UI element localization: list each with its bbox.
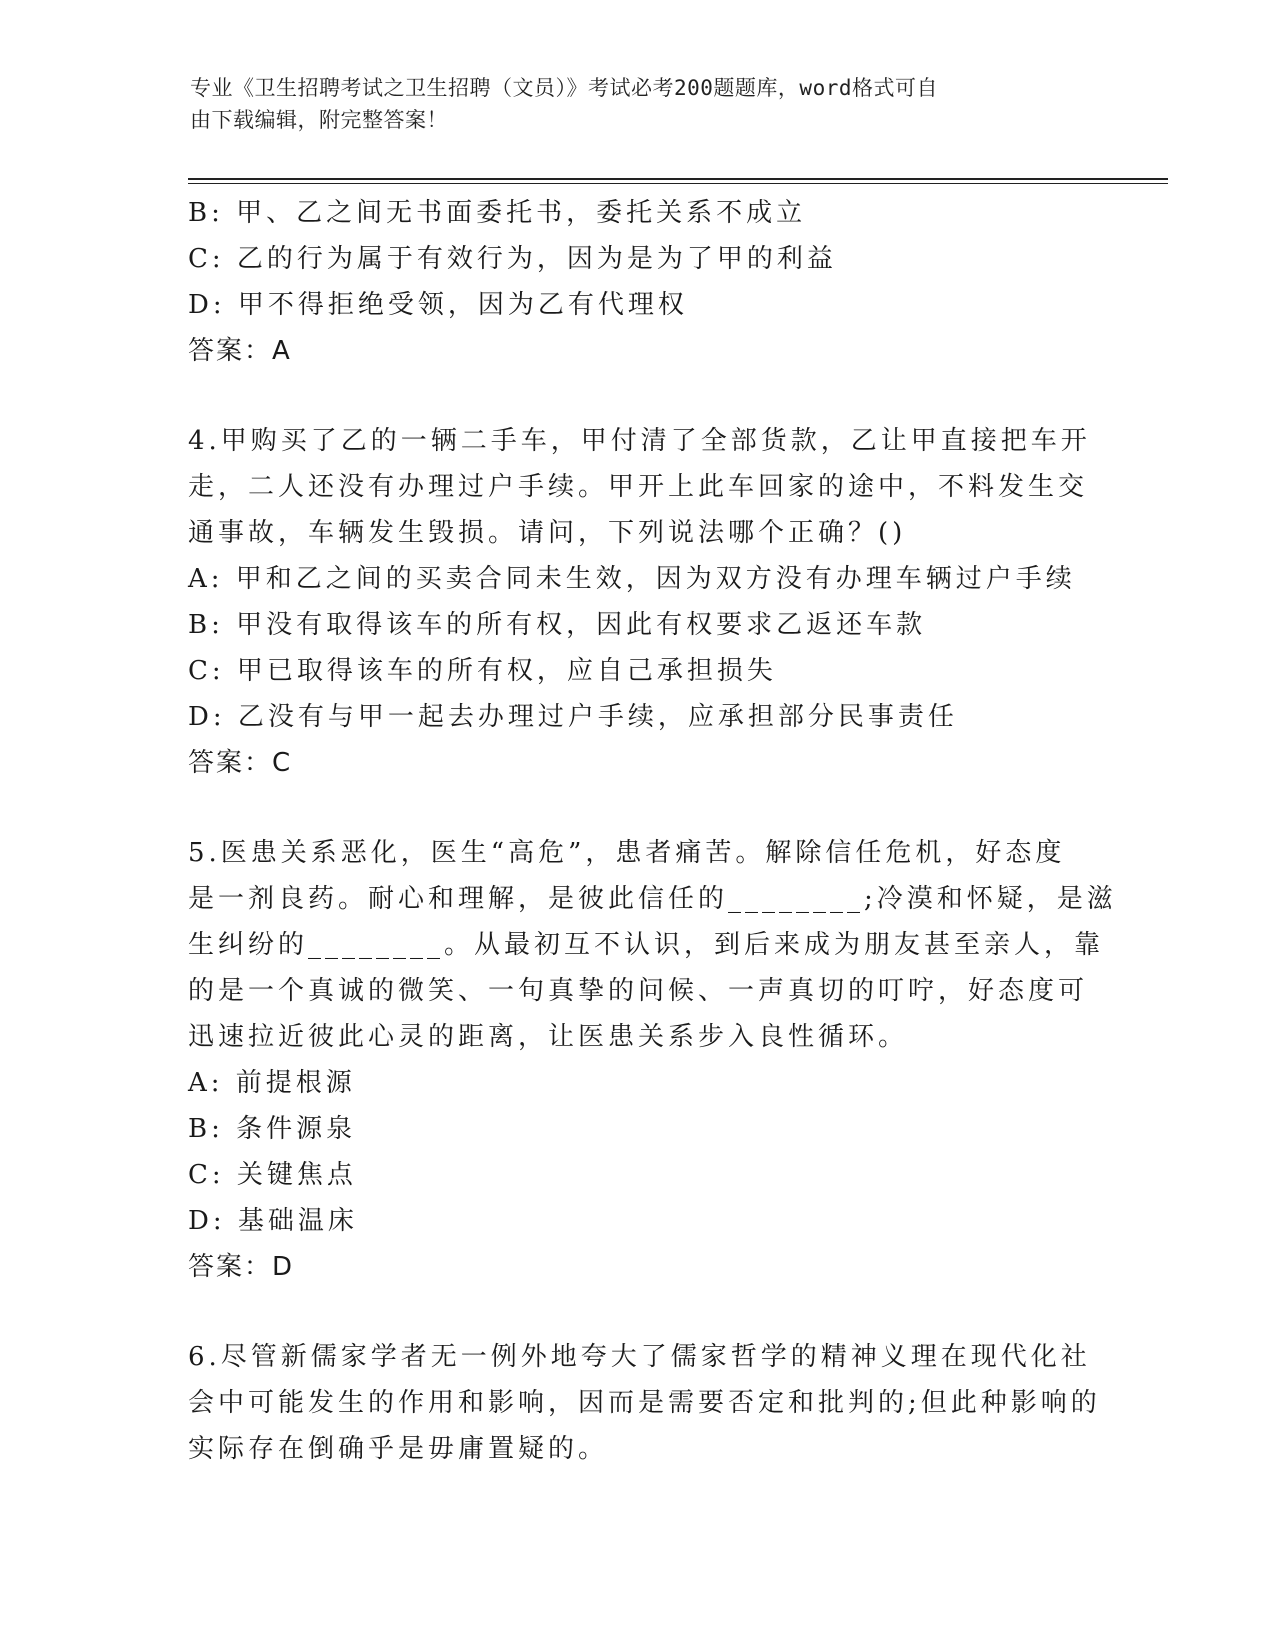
question-stem-line: 是一剂良药。耐心和理解，是彼此信任的________;冷漠和怀疑，是滋 <box>188 884 1117 914</box>
question-stem-line: 实际存在倒确乎是毋庸置疑的。 <box>188 1434 609 1464</box>
option-c: C: 关键焦点 <box>188 1160 357 1190</box>
option-d: D: 乙没有与甲一起去办理过户手续，应承担部分民事责任 <box>188 702 958 732</box>
question-stem-line: 4.甲购买了乙的一辆二手车，甲付清了全部货款，乙让甲直接把车开 <box>188 426 1091 456</box>
answer: 答案：C <box>188 748 293 778</box>
header-rule-thin <box>188 183 1168 184</box>
question-3 <box>188 190 1088 374</box>
question-stem-line: 迅速拉近彼此心灵的距离，让医患关系步入良性循环。 <box>188 1022 909 1052</box>
document-header <box>190 72 1090 136</box>
question-stem-line: 走，二人还没有办理过户手续。甲开上此车回家的途中，不料发生交 <box>188 472 1089 502</box>
answer: 答案：D <box>188 1252 295 1282</box>
option-b: B: 条件源泉 <box>188 1114 357 1144</box>
question-stem-line: 5.医患关系恶化，医生“高危”，患者痛苦。解除信任危机，好态度 <box>188 838 1066 868</box>
option-b: B: 甲没有取得该车的所有权，因此有权要求乙返还车款 <box>188 610 927 640</box>
header-line-2: 由下载编辑，附完整答案！ <box>190 108 448 132</box>
answer: 答案：A <box>188 336 292 366</box>
question-6 <box>188 1334 1101 1472</box>
option-b: B: 甲、乙之间无书面委托书，委托关系不成立 <box>188 198 807 228</box>
option-c: C: 乙的行为属于有效行为，因为是为了甲的利益 <box>188 244 837 274</box>
option-d: D: 甲不得拒绝受领，因为乙有代理权 <box>188 290 688 320</box>
document-body <box>188 190 1117 1472</box>
option-c: C: 甲已取得该车的所有权，应自己承担损失 <box>188 656 777 686</box>
question-stem-line: 的是一个真诚的微笑、一句真挚的问候、一声真切的叮咛，好态度可 <box>188 976 1089 1006</box>
option-a: A: 甲和乙之间的买卖合同未生效，因为双方没有办理车辆过户手续 <box>188 564 1076 594</box>
question-stem-line: 6.尽管新儒家学者无一例外地夸大了儒家哲学的精神义理在现代化社 <box>188 1342 1091 1372</box>
option-a: A: 前提根源 <box>188 1068 356 1098</box>
option-d: D: 基础温床 <box>188 1206 358 1236</box>
question-stem-line: 生纠纷的________。从最初互不认识，到后来成为朋友甚至亲人，靠 <box>188 930 1105 960</box>
question-stem-line: 通事故，车辆发生毁损。请问，下列说法哪个正确？() <box>188 518 907 548</box>
header-rule-thick <box>188 178 1168 180</box>
question-5 <box>188 830 1117 1290</box>
question-stem-line: 会中可能发生的作用和影响，因而是需要否定和批判的;但此种影响的 <box>188 1388 1101 1418</box>
question-4 <box>188 418 1091 786</box>
header-line-1: 专业《卫生招聘考试之卫生招聘（文员）》考试必考200题题库，word格式可自 <box>190 76 938 100</box>
